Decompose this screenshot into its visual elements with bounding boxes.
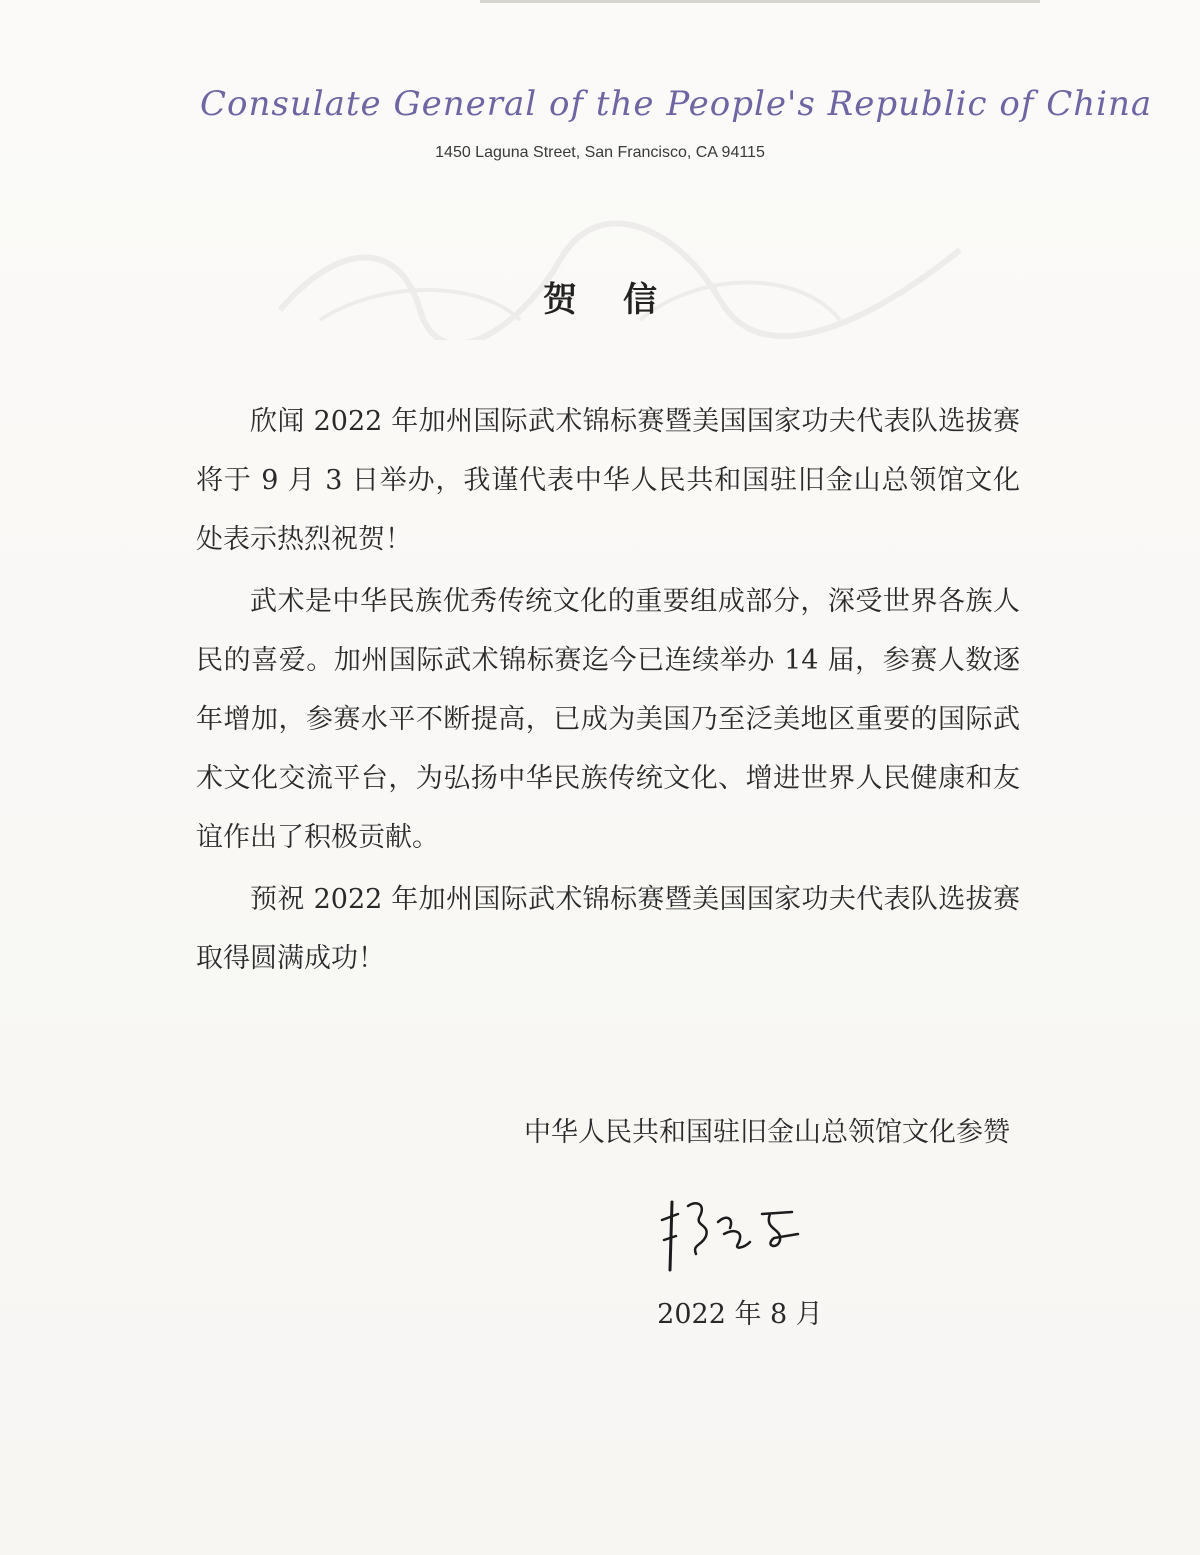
letter-body — [196, 392, 1020, 991]
paragraph-wishes: 预祝 2022 年加州国际武术锦标赛暨美国国家功夫代表队选拔赛取得圆满成功！ — [196, 884, 1020, 974]
paragraph-congratulations: 欣闻 2022 年加州国际武术锦标赛暨美国国家功夫代表队选拔赛将于 9 月 3 日举办，我谨代表中华人民共和国驻旧金山总领馆文化处表示热烈祝贺！ — [196, 406, 1020, 555]
paragraph-wushu-significance: 武术是中华民族优秀传统文化的重要组成部分，深受世界各族人民的喜爱。加州国际武术锦标赛迄今已连续举办 14 届，参赛人数逐年增加，参赛水平不断提高，已成为美国乃至泛美地区重要的国际武术文化交流平台，为弘扬中华民族传统文化、增进世界人民健康和友谊作出了积极贡献。 — [196, 586, 1020, 853]
letterhead-title: Consulate General of the People's Republic of China — [200, 84, 1153, 124]
handwritten-signature — [652, 1184, 812, 1284]
sender-title: 中华人民共和国驻旧金山总领馆文化参赞 — [524, 1117, 1010, 1148]
letter-title: 贺信 — [543, 280, 703, 320]
letter-date: 2022 年 8 月 — [657, 1299, 823, 1330]
paper-edge — [480, 0, 1040, 3]
letterhead-address: 1450 Laguna Street, San Francisco, CA 94115 — [435, 144, 765, 161]
